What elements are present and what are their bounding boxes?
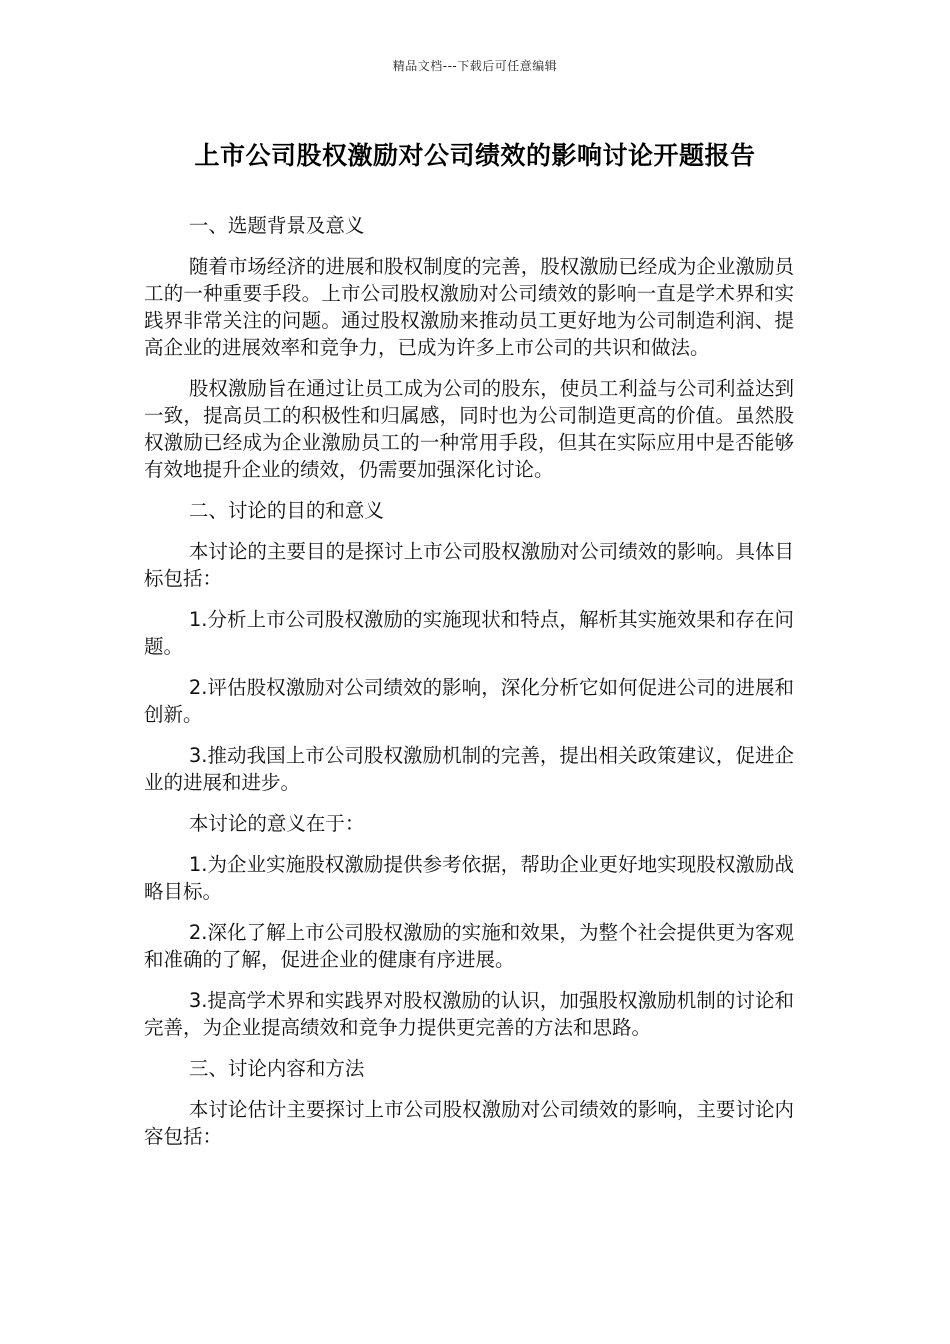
document-body [144, 212, 794, 1164]
section-heading-purpose: 二、讨论的目的和意义 [188, 499, 384, 522]
paragraph-purpose-intro: 本讨论的主要目的是探讨上市公司股权激励对公司绩效的影响。具体目标包括： [144, 540, 794, 590]
list-item-significance-3: 3.提高学术界和实践界对股权激励的认识，加强股权激励机制的讨论和完善，为企业提高绩效和竞争力提供更完善的方法和思路。 [144, 989, 794, 1039]
section-heading-content-method: 三、讨论内容和方法 [188, 1057, 365, 1080]
list-item-goal-3: 3.推动我国上市公司股权激励机制的完善，提出相关政策建议，促进企业的进展和进步。 [144, 744, 794, 794]
header-note: 精品文档---下载后可任意编辑 [392, 59, 558, 73]
section-heading-background: 一、选题背景及意义 [188, 214, 365, 237]
paragraph-background-1: 随着市场经济的进展和股权制度的完善，股权激励已经成为企业激励员工的一种重要手段。上市公司股权激励对公司绩效的影响一直是学术界和实践界非常关注的问题。通过股权激励来推动员工更好地为公司制造利润、提高企业的进展效率和竞争力，已成为许多上市公司的共识和做法。 [144, 255, 794, 359]
paragraph-significance-intro: 本讨论的意义在于： [188, 812, 365, 835]
list-item-significance-2: 2.深化了解上市公司股权激励的实施和效果，为整个社会提供更为客观和准确的了解，促进企业的健康有序进展。 [144, 921, 794, 971]
document-title: 上市公司股权激励对公司绩效的影响讨论开题报告 [194, 141, 756, 170]
paragraph-content-intro: 本讨论估计主要探讨上市公司股权激励对公司绩效的影响，主要讨论内容包括： [144, 1098, 794, 1148]
list-item-goal-2: 2.评估股权激励对公司绩效的影响，深化分析它如何促进公司的进展和创新。 [144, 676, 794, 726]
list-item-goal-1: 1.分析上市公司股权激励的实施现状和特点，解析其实施效果和存在问题。 [144, 608, 794, 658]
paragraph-background-2: 股权激励旨在通过让员工成为公司的股东，使员工利益与公司利益达到一致，提高员工的积极性和归属感，同时也为公司制造更高的价值。虽然股权激励已经成为企业激励员工的一种常用手段，但其在实际应用中是否能够有效地提升企业的绩效，仍需要加强深化讨论。 [144, 377, 794, 481]
list-item-significance-1: 1.为企业实施股权激励提供参考依据，帮助企业更好地实现股权激励战略目标。 [144, 853, 794, 903]
